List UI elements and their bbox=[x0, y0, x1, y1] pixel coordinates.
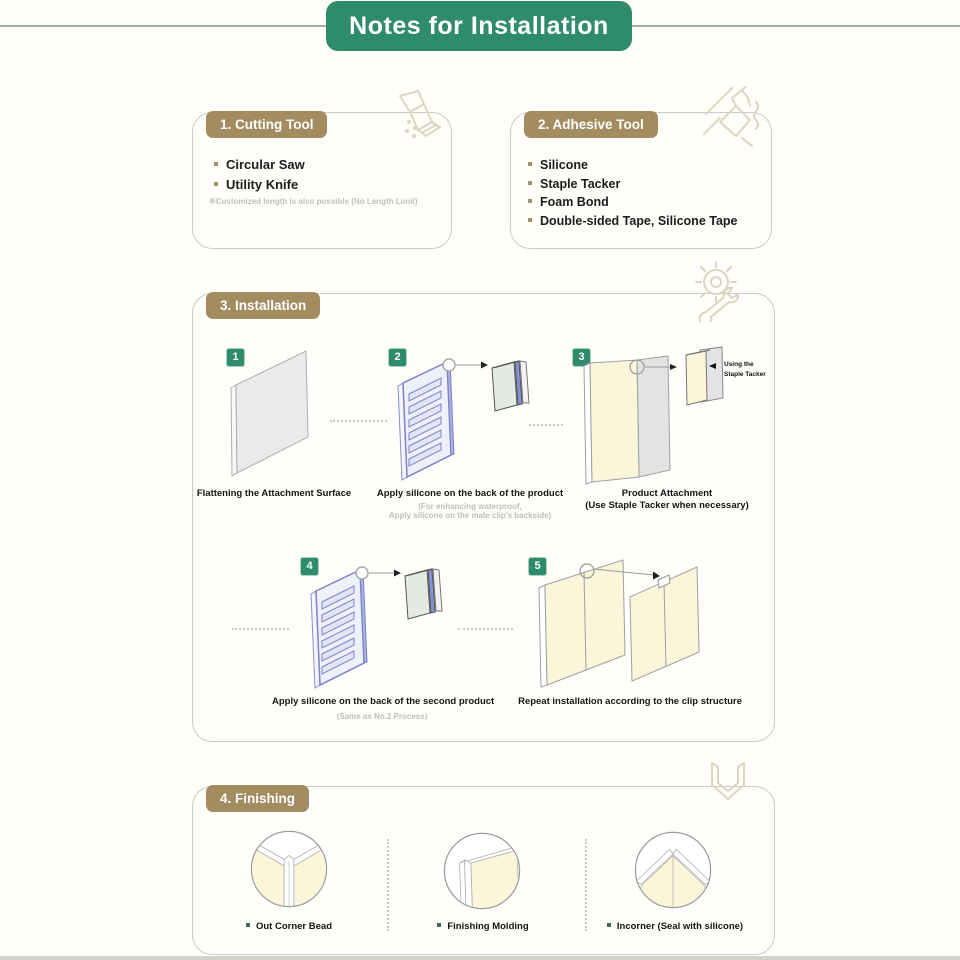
list-item bbox=[528, 195, 738, 209]
installation-label: 3. Installation bbox=[206, 292, 320, 319]
step-2-caption: Apply silicone on the back of the product bbox=[376, 488, 564, 499]
annotation-line: Using the bbox=[724, 361, 754, 368]
incorner-illustration bbox=[633, 830, 713, 910]
step-4-subcaption: (Same as No.2 Process) bbox=[336, 712, 428, 721]
step-5-badge: 5 bbox=[528, 557, 547, 576]
utility-knife-icon bbox=[384, 90, 442, 148]
bullet-dot bbox=[528, 181, 532, 185]
corner-bead-icon bbox=[702, 757, 754, 813]
step-1-badge: 1 bbox=[226, 348, 245, 367]
step-3-caption-block bbox=[577, 488, 757, 511]
list-item-label: Utility Knife bbox=[226, 177, 299, 192]
page-title: Notes for Installation bbox=[326, 1, 632, 51]
bullet-dot bbox=[246, 923, 250, 927]
dotted-separator bbox=[529, 424, 563, 426]
adhesive-tool-list bbox=[528, 158, 738, 228]
bullet-dot bbox=[607, 923, 611, 927]
dotted-separator bbox=[232, 628, 289, 630]
out-corner-bead-illustration bbox=[249, 829, 329, 909]
cutting-tool-label: 1. Cutting Tool bbox=[206, 111, 327, 138]
staple-tacker-annotation bbox=[724, 360, 766, 379]
list-item-label: Double-sided Tape, Silicone Tape bbox=[540, 213, 738, 228]
finishing-molding-illustration bbox=[442, 831, 522, 911]
step-3-badge: 3 bbox=[572, 348, 591, 367]
finishing-item-text: Out Corner Bead bbox=[255, 921, 332, 932]
cutting-tool-note: ※Customized length is also possible (No Length Limit) bbox=[209, 197, 418, 206]
bullet-dot bbox=[528, 162, 532, 166]
step-4-caption-block bbox=[272, 696, 495, 721]
cutting-tool-list bbox=[214, 157, 305, 192]
step-5-caption: Repeat installation according to the clip structure bbox=[518, 696, 742, 707]
step-4-silicone-illustration bbox=[296, 561, 446, 691]
bottom-page-edge bbox=[0, 956, 960, 960]
step-2-subcaption: Apply silicone on the male clip's backside) bbox=[388, 511, 552, 520]
step-1-caption: Flattening the Attachment Surface bbox=[196, 488, 352, 499]
dotted-separator bbox=[458, 628, 513, 630]
step-4-badge: 4 bbox=[300, 557, 319, 576]
step-4-caption: Apply silicone on the back of the second product bbox=[272, 696, 495, 707]
list-item bbox=[528, 177, 738, 191]
finishing-item-text: Finishing Molding bbox=[447, 921, 529, 932]
bullet-dot bbox=[214, 162, 218, 166]
list-item-label: Silicone bbox=[540, 158, 588, 172]
finishing-label: 4. Finishing bbox=[206, 785, 309, 812]
dotted-separator bbox=[330, 420, 387, 422]
bullet-dot bbox=[437, 923, 441, 927]
step-5-repeat-illustration bbox=[528, 555, 768, 690]
adhesive-tool-label: 2. Adhesive Tool bbox=[524, 111, 658, 138]
bullet-dot bbox=[528, 218, 532, 222]
gear-wrench-icon bbox=[690, 260, 754, 322]
list-item bbox=[528, 214, 738, 228]
bullet-dot bbox=[214, 182, 218, 186]
step-2-caption-block bbox=[375, 488, 565, 520]
annotation-line: Staple Tacker bbox=[724, 370, 766, 378]
bullet-dot bbox=[528, 199, 532, 203]
list-item-label: Foam Bond bbox=[540, 195, 609, 209]
finishing-item-label bbox=[214, 921, 364, 932]
dotted-separator bbox=[585, 839, 587, 931]
list-item bbox=[528, 158, 738, 172]
finishing-item-label bbox=[585, 921, 765, 932]
list-item-label: Circular Saw bbox=[226, 157, 305, 172]
dotted-separator bbox=[387, 839, 389, 931]
step-2-subcaption: (For enhancing waterproof, bbox=[418, 502, 522, 511]
finishing-item-text: Incorner (Seal with silicone) bbox=[616, 921, 744, 932]
step-3-caption: Product Attachment bbox=[621, 488, 713, 499]
step-2-badge: 2 bbox=[388, 348, 407, 367]
silicone-gun-icon bbox=[702, 86, 762, 148]
step-2-silicone-illustration bbox=[383, 353, 533, 483]
list-item bbox=[214, 177, 305, 192]
step-1-panel-illustration bbox=[212, 345, 332, 485]
list-item bbox=[214, 157, 305, 172]
step-3-caption2: (Use Staple Tacker when necessary) bbox=[585, 500, 749, 511]
finishing-item-label bbox=[408, 921, 558, 932]
list-item-label: Staple Tacker bbox=[540, 176, 621, 191]
